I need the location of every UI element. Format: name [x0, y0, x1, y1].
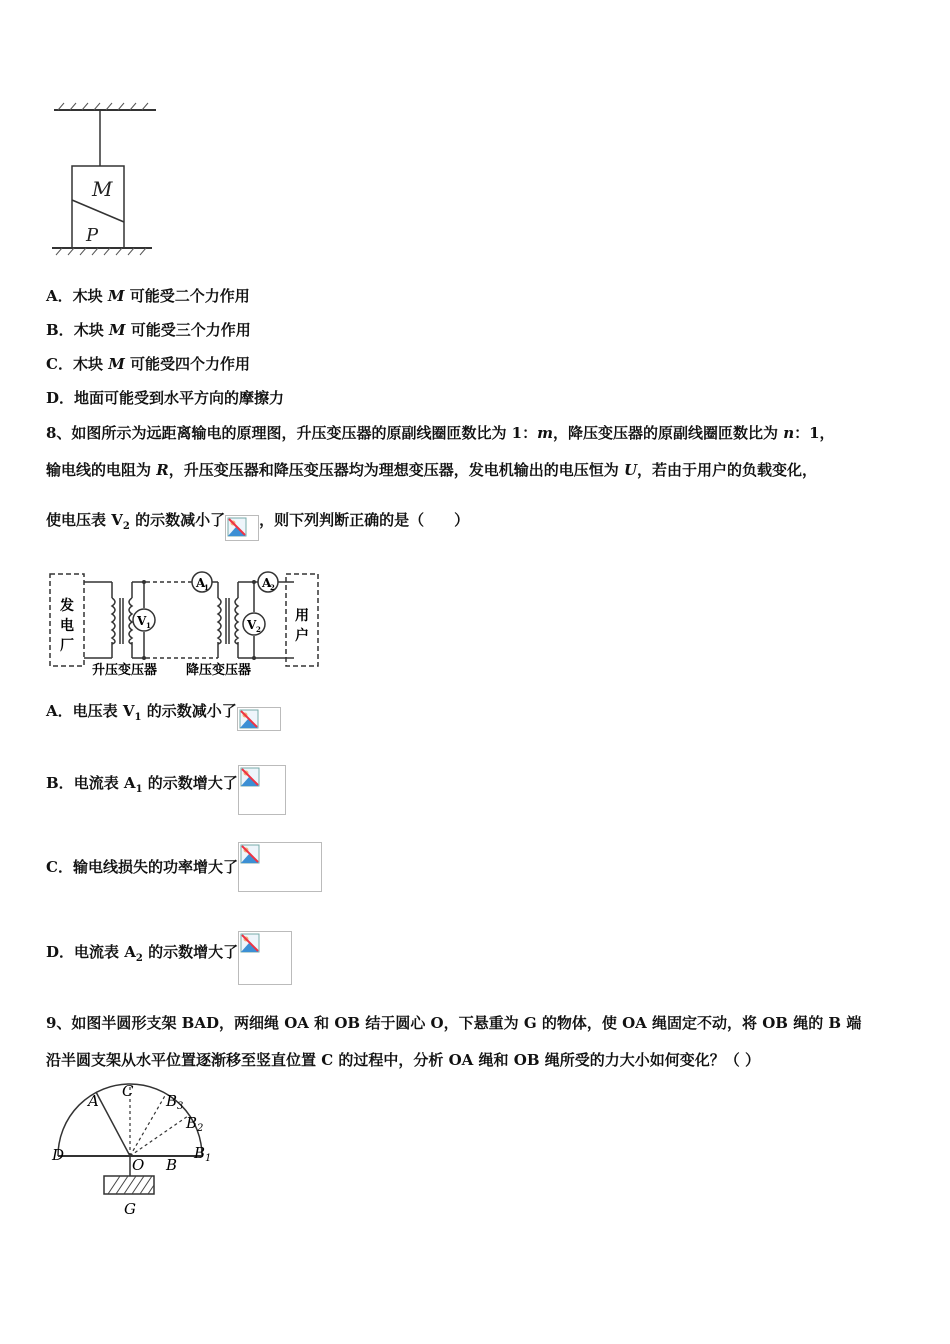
label-c: C	[122, 1082, 134, 1100]
q8-stem-line1: 8、如图所示为远距离输电的原理图，升压变压器的原副线圈匝数比为 1：m，降压变压器的原副线圈匝数比为 n：1，	[46, 424, 835, 442]
v2-sub: 2	[256, 625, 261, 634]
a1-label: A	[196, 576, 206, 590]
q9-stem-line1: 9、如图半圆形支架 BAD，两细绳 OA 和 OB 结于圆心 O，下悬重为 G 的物体，使 OA 绳固定不动，将 OB 绳的 B 端	[46, 1014, 862, 1032]
v1-sub: 1	[146, 621, 151, 630]
plant-char-3: 厂	[60, 638, 74, 654]
label-g: G	[124, 1200, 136, 1218]
label-b3: $B_3$	[166, 1092, 184, 1112]
label-p: P	[86, 225, 99, 246]
q8-option-a: A．电压表 $V_1$ 的示数减小了	[46, 698, 281, 731]
broken-image-icon	[237, 707, 281, 731]
broken-image-icon	[238, 931, 292, 985]
label-m: M	[92, 177, 113, 201]
a2-sub: 2	[270, 583, 275, 592]
broken-image-icon	[225, 515, 259, 541]
step-up-caption: 升压变压器	[92, 663, 158, 678]
a1-sub: 1	[204, 583, 209, 592]
plant-char-2: 电	[60, 618, 74, 634]
q9-stem-line2: 沿半圆支架从水平位置逐渐移至竖直位置 C 的过程中，分析 OA 绳和 OB 绳所受的力大小如何变化？（ ）	[46, 1051, 760, 1069]
semicircle-figure	[48, 1080, 218, 1220]
q7-option-c: C．木块 M 可能受四个力作用	[46, 355, 251, 373]
label-b: B	[166, 1156, 178, 1174]
q7-option-b: B．木块 M 可能受三个力作用	[46, 321, 251, 339]
q8-stem-line2: 输电线的电阻为 R，升压变压器和降压变压器均为理想变压器，发电机输出的电压恒为 U，若由于用户的负载变化，	[46, 461, 818, 479]
q7-option-a: A．木块 M 可能受二个力作用	[46, 287, 250, 305]
block-mp-figure	[48, 100, 160, 262]
q8-stem-line3: 使电压表 $V_2$ 的示数减小了 ，则下列判断正确的是（ ）	[46, 506, 469, 541]
transmission-diagram	[46, 568, 326, 680]
label-d: D	[52, 1146, 65, 1164]
label-b2: $B_2$	[186, 1114, 204, 1134]
q8-option-c: C．输电线损失的功率增大了	[46, 842, 322, 892]
broken-image-icon	[238, 765, 286, 815]
broken-image-icon	[238, 842, 322, 892]
plant-char-1: 发	[60, 598, 74, 614]
user-char-1: 用	[295, 608, 309, 624]
label-a: A	[88, 1092, 99, 1110]
q7-option-d: D．地面可能受到水平方向的摩擦力	[46, 389, 285, 407]
q8-option-d: D．电流表 $A_2$ 的示数增大了	[46, 926, 292, 985]
q8-option-b: B．电流表 $A_1$ 的示数增大了	[46, 758, 286, 815]
v1-label: V	[137, 614, 147, 628]
a2-label: A	[262, 576, 272, 590]
step-down-caption: 降压变压器	[186, 663, 252, 678]
label-b1: $B_1$	[194, 1144, 212, 1164]
label-o: O	[132, 1156, 145, 1174]
user-char-2: 户	[295, 628, 309, 644]
v2-label: V	[247, 618, 257, 632]
